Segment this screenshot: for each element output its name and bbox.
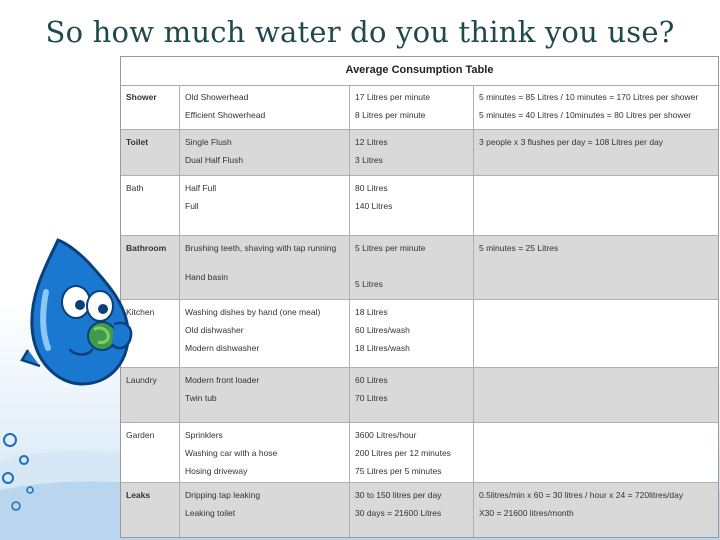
table-row-kitchen xyxy=(121,300,718,368)
category-label: Leaks xyxy=(126,490,151,500)
water-drop-mascot-icon xyxy=(18,232,146,392)
table-row-laundry xyxy=(121,368,718,423)
table-row-shower xyxy=(121,85,718,130)
note-cell xyxy=(474,176,720,235)
note-cell xyxy=(474,236,720,299)
table-row-leaks xyxy=(121,483,718,537)
amount-text: 30 days = 21600 Litres xyxy=(355,508,442,518)
amount-text: 70 Litres xyxy=(355,393,388,403)
note-text: 5 minutes = 40 Litres / 10minutes = 80 Litres per shower xyxy=(479,110,692,120)
category-label: Kitchen xyxy=(126,307,155,317)
category-label: Laundry xyxy=(126,375,157,385)
amount-cell xyxy=(350,300,474,367)
amount-text: 3600 Litres/hour xyxy=(355,430,417,440)
note-cell xyxy=(474,368,720,422)
item-cell xyxy=(180,368,350,422)
category-cell xyxy=(121,423,180,482)
category-label: Garden xyxy=(126,430,155,440)
note-cell xyxy=(474,483,720,537)
amount-text: 200 Litres per 12 minutes xyxy=(355,448,451,458)
table-row-garden xyxy=(121,423,718,483)
item-text: Modern dishwasher xyxy=(185,343,260,353)
amount-text: 30 to 150 litres per day xyxy=(355,490,442,500)
slide-title: So how much water do you think you use? xyxy=(45,15,675,49)
category-label: Toilet xyxy=(126,137,149,147)
amount-text: 18 Litres xyxy=(355,307,388,317)
amount-text: 12 Litres xyxy=(355,137,388,147)
category-cell xyxy=(121,130,180,175)
amount-cell xyxy=(350,423,474,482)
amount-cell xyxy=(350,130,474,175)
item-text: Full xyxy=(185,201,199,211)
bubbles-icon xyxy=(0,420,60,530)
amount-text: 17 Litres per minute xyxy=(355,92,431,102)
amount-text: 5 Litres per minute xyxy=(355,243,426,253)
amount-text: 8 Litres per minute xyxy=(355,110,426,120)
amount-text: 75 Litres per 5 minutes xyxy=(355,466,442,476)
item-text: Old dishwasher xyxy=(185,325,244,335)
item-text: Hosing driveway xyxy=(185,466,248,476)
item-text: Brushing teeth, shaving with tap running xyxy=(185,243,337,253)
category-label: Bath xyxy=(126,183,144,193)
item-text: Efficient Showerhead xyxy=(185,110,266,120)
item-cell xyxy=(180,85,350,129)
note-text: 5 minutes = 25 Litres xyxy=(479,243,559,253)
note-cell xyxy=(474,85,720,129)
table-row-bathroom xyxy=(121,236,718,300)
consumption-table xyxy=(120,56,719,538)
note-cell xyxy=(474,130,720,175)
category-cell xyxy=(121,176,180,235)
item-cell xyxy=(180,300,350,367)
amount-text: 60 Litres xyxy=(355,375,388,385)
item-cell xyxy=(180,236,350,299)
amount-cell xyxy=(350,483,474,537)
item-text: Old Showerhead xyxy=(185,92,249,102)
item-text: Twin tub xyxy=(185,393,217,403)
category-cell xyxy=(121,85,180,129)
category-cell xyxy=(121,483,180,537)
amount-text: 140 Litres xyxy=(355,201,393,211)
category-label: Bathroom xyxy=(126,243,167,253)
note-text: 3 people x 3 flushes per day = 108 Litres per day xyxy=(479,137,664,147)
item-text: Dripping tap leaking xyxy=(185,490,261,500)
item-text: Single Flush xyxy=(185,137,232,147)
amount-cell xyxy=(350,85,474,129)
item-cell xyxy=(180,130,350,175)
item-cell xyxy=(180,176,350,235)
amount-cell xyxy=(350,368,474,422)
note-cell xyxy=(474,423,720,482)
item-text: Modern front loader xyxy=(185,375,260,385)
item-text: Washing dishes by hand (one meal) xyxy=(185,307,321,317)
note-text: 5 minutes = 85 Litres / 10 minutes = 170 Litres per shower xyxy=(479,92,699,102)
amount-text: 3 Litres xyxy=(355,155,383,165)
note-text: X30 = 21600 litres/month xyxy=(479,508,574,518)
item-text: Hand basin xyxy=(185,272,229,282)
item-text: Half Full xyxy=(185,183,217,193)
amount-cell xyxy=(350,236,474,299)
note-text: 0.5litres/min x 60 = 30 litres / hour x 24 = 720litres/day xyxy=(479,490,684,500)
table-title: Average Consumption Table xyxy=(121,57,718,86)
table-row-bath xyxy=(121,176,718,236)
item-text: Sprinklers xyxy=(185,430,223,440)
item-text: Washing car with a hose xyxy=(185,448,278,458)
amount-text: 60 Litres/wash xyxy=(355,325,410,335)
item-cell xyxy=(180,483,350,537)
amount-text: 18 Litres/wash xyxy=(355,343,410,353)
table-row-toilet xyxy=(121,130,718,176)
amount-text: 80 Litres xyxy=(355,183,388,193)
category-label: Shower xyxy=(126,92,157,102)
note-cell xyxy=(474,300,720,367)
item-cell xyxy=(180,423,350,482)
amount-text: 5 Litres xyxy=(355,279,383,289)
amount-cell xyxy=(350,176,474,235)
item-text: Dual Half Flush xyxy=(185,155,244,165)
item-text: Leaking toilet xyxy=(185,508,236,518)
